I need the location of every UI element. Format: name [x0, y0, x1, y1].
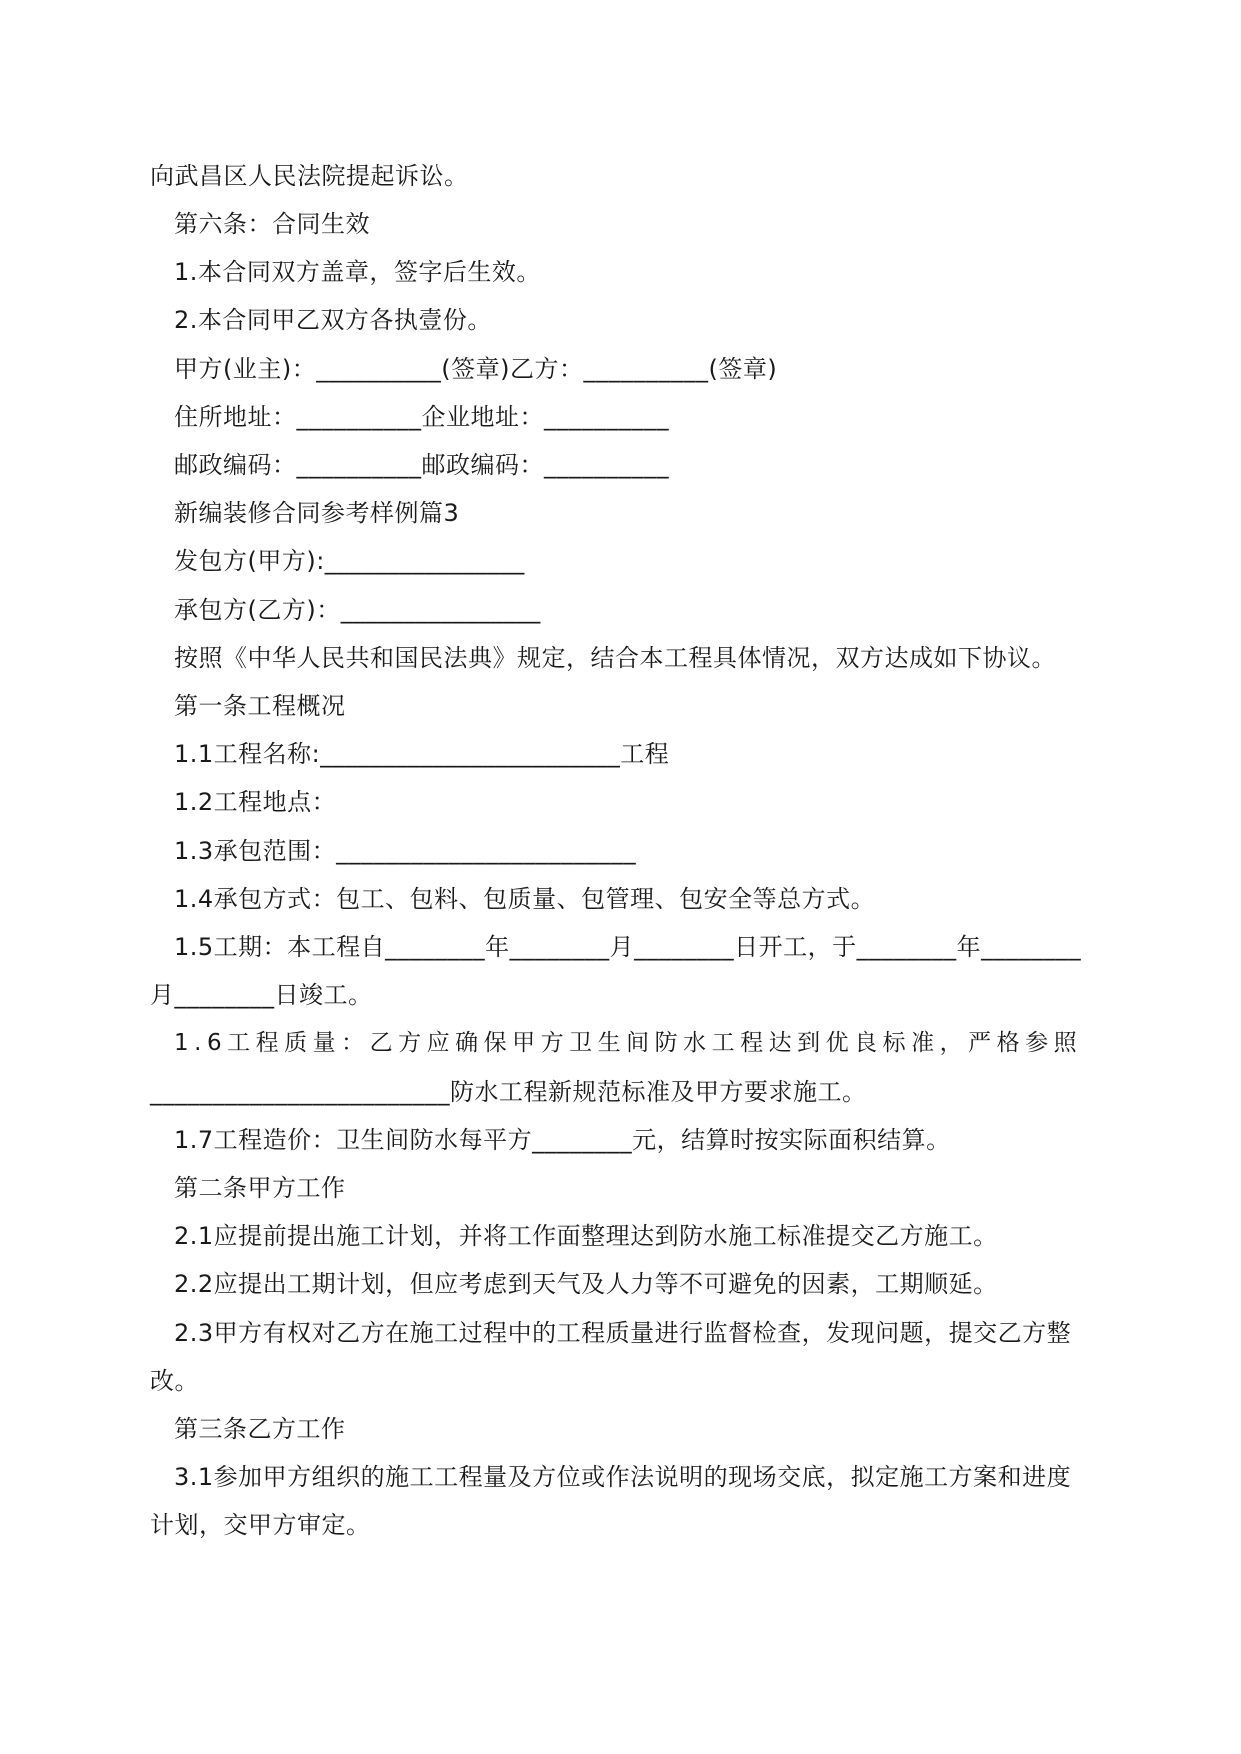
text-line-19: 1.6工程质量：乙方应确保甲方卫生间防水工程达到优良标准，严格参照	[174, 1030, 1083, 1056]
text-line-15: 1.3承包范围：________________________	[174, 837, 637, 865]
text-line-3: 1.本合同双方盖章，签字后生效。	[174, 258, 541, 286]
text-line-13: 1.1工程名称:________________________工程	[174, 740, 670, 768]
postcode-line: 邮政编码：__________邮政编码：__________	[174, 451, 669, 479]
text-line-23: 2.1应提前提出施工计划，并将工作面整理达到防水施工标准提交乙方施工。	[174, 1222, 998, 1250]
text-line-29: 计划，交甲方审定。	[150, 1511, 371, 1539]
article-two-heading: 第二条甲方工作	[174, 1174, 346, 1202]
preamble-line: 按照《中华人民共和国民法典》规定，结合本工程具体情况，双方达成如下协议。	[174, 644, 1056, 672]
signature-line: 甲方(业主)：__________(签章)乙方：__________(签章)	[174, 355, 778, 383]
section-heading: 新编装修合同参考样例篇3	[174, 499, 460, 527]
text-line-21: 1.7工程造价：卫生间防水每平方________元，结算时按实际面积结算。	[174, 1126, 951, 1154]
article-three-heading: 第三条乙方工作	[174, 1415, 346, 1443]
article-one-heading: 第一条工程概况	[174, 692, 346, 720]
contractee-line: 承包方(乙方)：________________	[174, 596, 541, 624]
text-line-17: 1.5工期：本工程自________年________月________日开工，于________年________	[174, 933, 1082, 961]
text-line-14: 1.2工程地点：	[174, 788, 337, 816]
address-line: 住所地址：__________企业地址：__________	[174, 403, 669, 431]
text-line-1: 向武昌区人民法院提起诉讼。	[150, 162, 469, 190]
text-line-25: 2.3甲方有权对乙方在施工过程中的工程质量进行监督检查，发现问题，提交乙方整	[174, 1319, 1072, 1347]
text-line-28: 3.1参加甲方组织的施工工程量及方位或作法说明的现场交底，拟定施工方案和进度	[174, 1463, 1072, 1491]
text-line-18: 月________日竣工。	[150, 981, 373, 1009]
text-line-20: ________________________防水工程新规范标准及甲方要求施工。	[150, 1078, 867, 1106]
article-six-heading: 第六条：合同生效	[174, 210, 370, 238]
text-line-16: 1.4承包方式：包工、包料、包质量、包管理、包安全等总方式。	[174, 885, 876, 913]
text-line-4: 2.本合同甲乙双方各执壹份。	[174, 306, 492, 334]
text-line-26: 改。	[150, 1367, 199, 1395]
text-line-24: 2.2应提出工期计划，但应考虑到天气及人力等不可避免的因素，工期顺延。	[174, 1270, 998, 1298]
contractor-line: 发包方(甲方):________________	[174, 547, 525, 575]
